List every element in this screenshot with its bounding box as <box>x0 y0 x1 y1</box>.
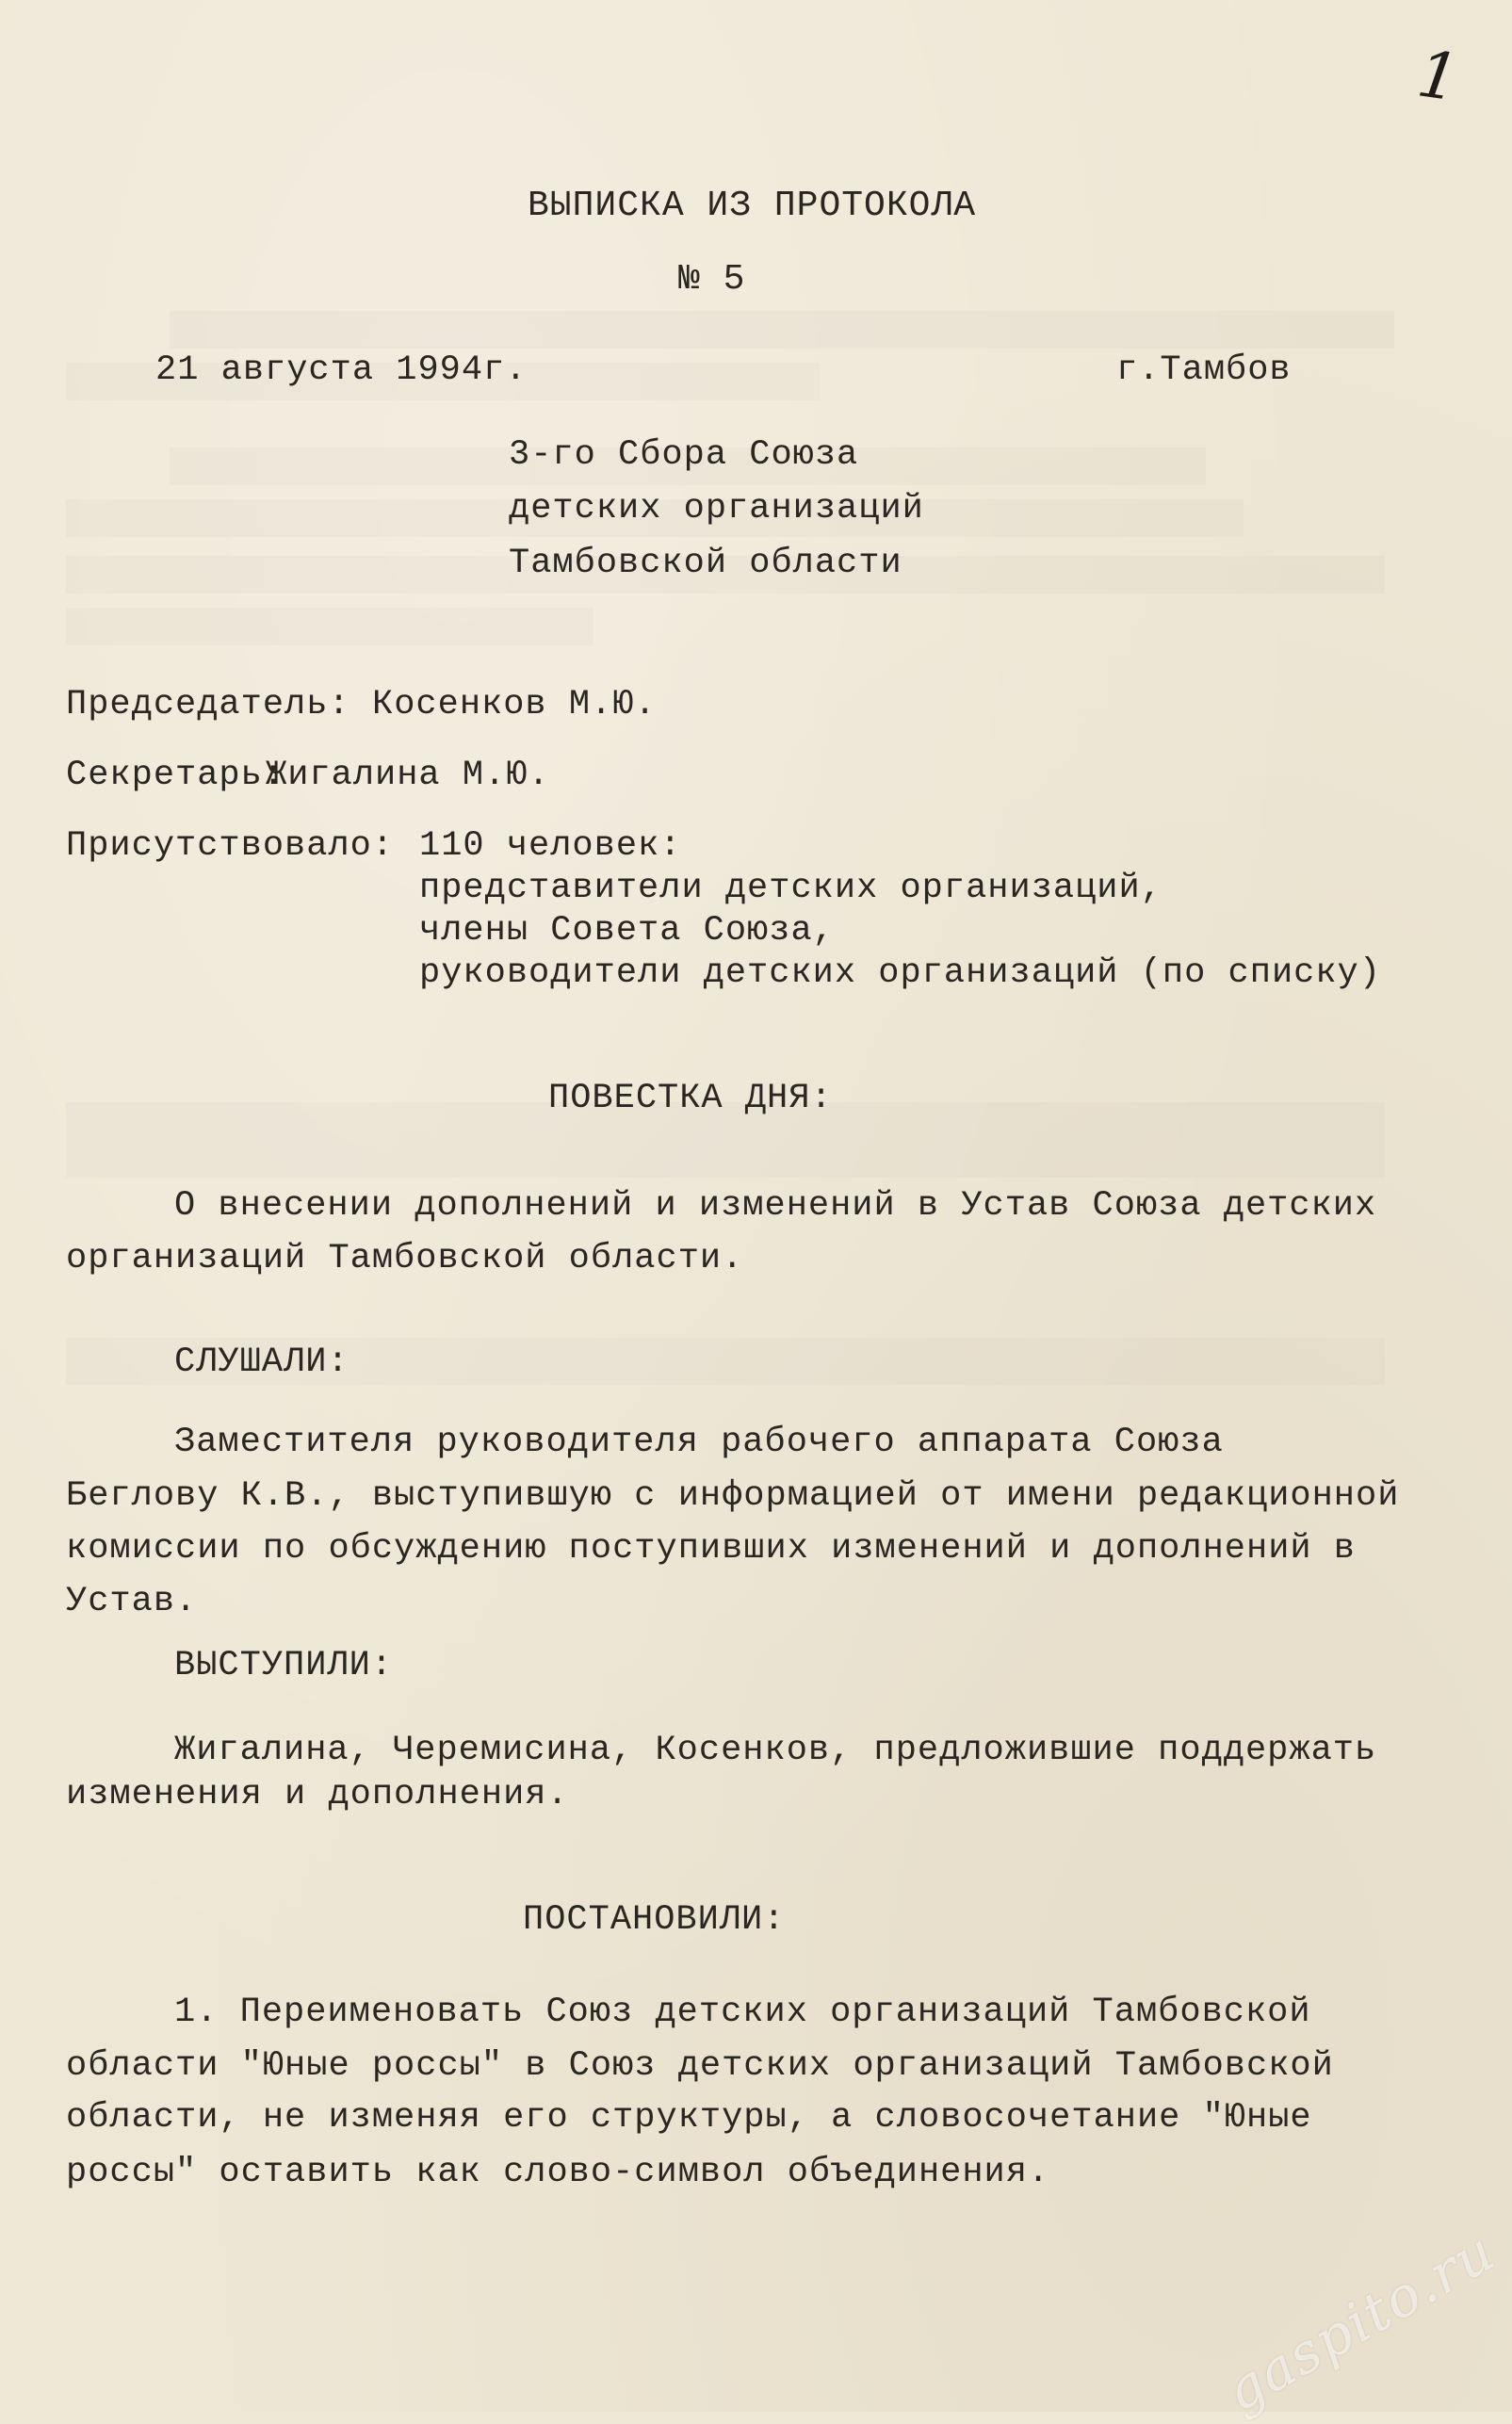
meeting-city: г.Тамбов <box>1116 350 1292 390</box>
meeting-date: 21 августа 1994г. <box>155 350 528 390</box>
chairman-name: Косенков М.Ю. <box>372 685 657 724</box>
bleed-through-line <box>66 608 593 645</box>
present-line-3: руководители детских организаций (по списку) <box>419 953 1381 993</box>
resolved-line-2: области "Юные россы" в Союз детских организаций Тамбовской <box>66 2046 1334 2086</box>
agenda-line-1: О внесении дополнений и изменений в Устав Союза детских <box>174 1186 1377 1226</box>
heard-line-1: Заместителя руководителя рабочего аппарата Союза <box>174 1423 1224 1462</box>
spoke-title: ВЫСТУПИЛИ: <box>174 1646 394 1685</box>
heard-line-4: Устав. <box>66 1582 198 1621</box>
handwritten-page-number: 1 <box>1412 37 1464 117</box>
heard-title: СЛУШАЛИ: <box>174 1342 350 1382</box>
resolved-line-3: области, не изменяя его структуры, а словосочетание "Юные <box>66 2098 1312 2138</box>
present-count: 110 человек: <box>419 826 682 866</box>
site-watermark: gaspito.ru <box>1214 2219 1506 2424</box>
secretary-name: Жигалина М.Ю. <box>266 756 550 795</box>
protocol-number: № 5 <box>678 259 746 300</box>
heard-line-3: комиссии по обсуждению поступивших изменений и дополнений в <box>66 1529 1357 1569</box>
resolved-line-4: россы" оставить как слово-символ объединения. <box>66 2153 1050 2192</box>
resolved-line-1: 1. Переименовать Союз детских организаций Тамбовской <box>174 1993 1311 2032</box>
spoke-line-1: Жигалина, Черемисина, Косенков, предложившие поддержать <box>174 1731 1377 1770</box>
spoke-line-2: изменения и дополнения. <box>66 1775 569 1814</box>
heard-line-2: Беглову К.В., выступившую с информацией от имени редакционной <box>66 1476 1400 1516</box>
agenda-line-2: организаций Тамбовской области. <box>66 1239 744 1278</box>
resolved-title: ПОСТАНОВИЛИ: <box>523 1900 786 1940</box>
bleed-through-line <box>170 311 1394 349</box>
agenda-title: ПОВЕСТКА ДНЯ: <box>548 1079 833 1118</box>
document-title: ВЫПИСКА ИЗ ПРОТОКОЛА <box>528 186 977 226</box>
assembly-line-3: Тамбовской области <box>509 544 902 583</box>
secretary-label: Секретарь: <box>66 756 285 795</box>
chairman-label: Председатель: <box>66 685 350 724</box>
assembly-line-1: 3-го Сбора Союза <box>509 435 859 475</box>
present-line-1: представители детских организаций, <box>419 869 1162 908</box>
present-label: Присутствовало: <box>66 826 395 866</box>
present-line-2: члены Совета Союза, <box>419 911 835 951</box>
assembly-line-2: детских организаций <box>509 489 924 529</box>
